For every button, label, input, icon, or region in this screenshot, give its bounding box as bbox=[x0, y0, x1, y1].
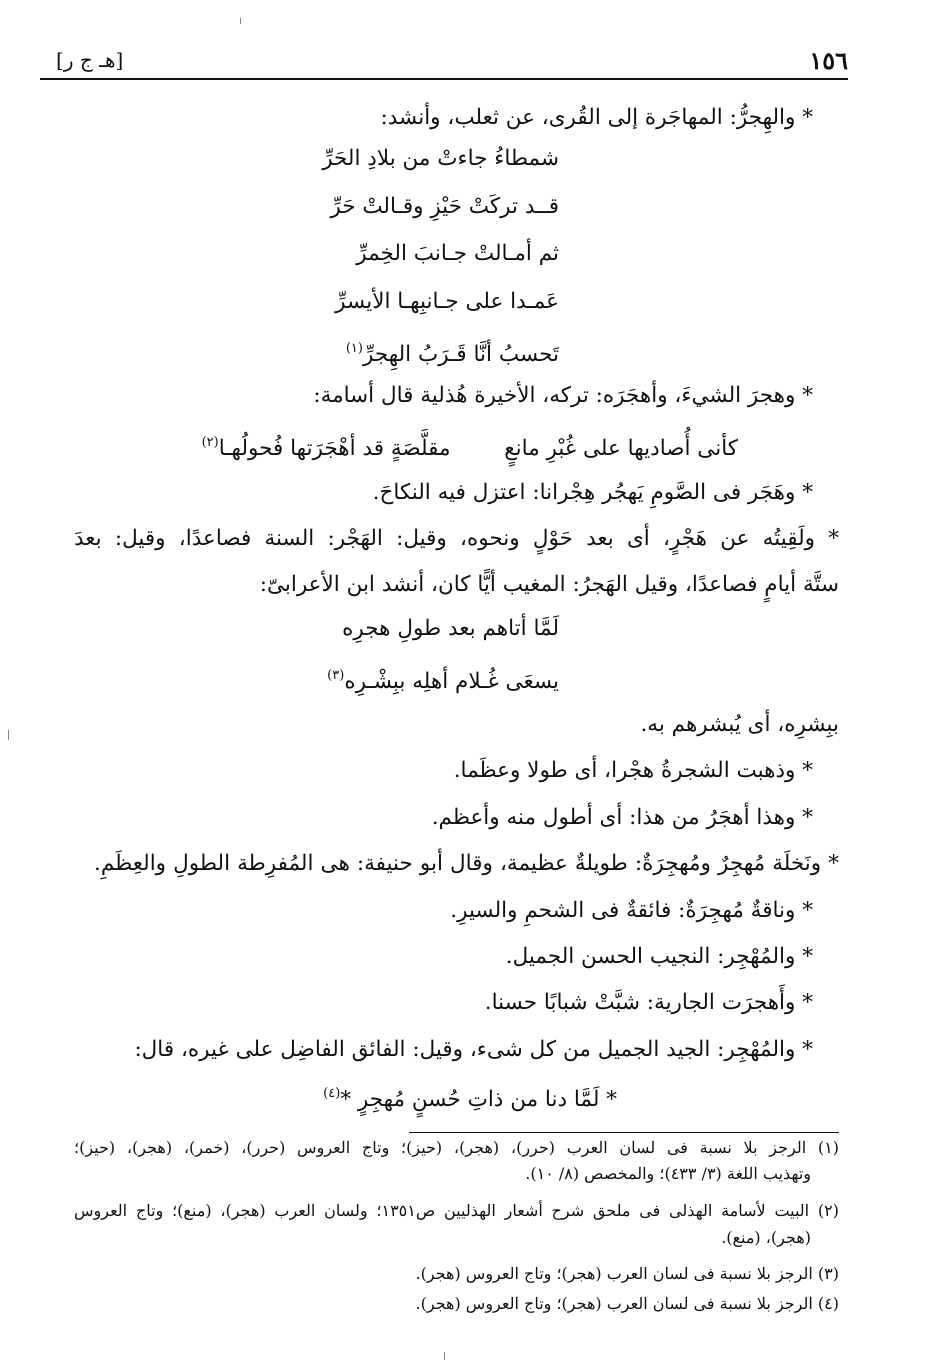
footnote: (٢) البيت لأسامة الهذلى فى ملحق شرح أشعار الهذليين ص١٣٥١؛ ولسان العرب (هجر)، (منع)؛ وتاج العروس bbox=[74, 1201, 839, 1220]
line-text: لَمَّا دنا من ذاتِ حُسنٍ مُهجِرٍ bbox=[357, 1087, 600, 1112]
verse-line bbox=[346, 334, 559, 370]
line-text: يسعَى غُـلام أهلِه ببِشْـرِه bbox=[344, 669, 559, 694]
footnote: (٣) الرجز بلا نسبة فى لسان العرب (هجر)؛ وتاج العروس (هجر). bbox=[415, 1264, 839, 1283]
entry-line bbox=[134, 1035, 813, 1065]
entry-marker: * bbox=[802, 105, 813, 130]
entry-marker: * bbox=[802, 944, 813, 969]
entry-line bbox=[313, 381, 813, 411]
entry-marker: * bbox=[802, 990, 813, 1015]
verse-line bbox=[327, 661, 559, 697]
line-text: والهِجرُّ: المهاجَرة إلى القُرى، عن ثعلب، وأنشد: bbox=[380, 105, 796, 130]
page-header bbox=[40, 44, 848, 80]
entry-line bbox=[506, 942, 813, 972]
footnote-ref: (٤) bbox=[323, 1086, 341, 1101]
line-text: والمُهْجِر: النجيب الحسن الجميل. bbox=[505, 944, 796, 969]
entry-line: ستَّة أيامٍ فصاعدًا، وقيل الهَجرُ: المغيب أيًّا كان، أنشد ابن الأعرابىّ: bbox=[259, 572, 839, 597]
entry-marker: * bbox=[802, 383, 813, 408]
scan-mark bbox=[240, 18, 241, 24]
footnote-separator bbox=[409, 1132, 839, 1133]
line-text: وهذا أهجَرُ من هذا: أى أطول منه وأعظم. bbox=[431, 805, 796, 830]
entry-line bbox=[373, 478, 813, 508]
entry-line bbox=[94, 849, 839, 879]
entry-line bbox=[485, 988, 813, 1018]
entry-marker: * bbox=[606, 1087, 617, 1112]
entry-marker: * bbox=[802, 805, 813, 830]
line-text: وهجرَ الشيءَ، وأهجَرَه: تركه، الأخيرة هُذلية قال أسامة: bbox=[313, 383, 796, 408]
footnote-continuation: وتهذيب اللغة (٣/ ٤٣٣)؛ والمخصص (٨/ ١٠). bbox=[525, 1164, 811, 1183]
hemistich-left: مقلَّصَةٍ قد أهْجَرَتها فُحولُهـا bbox=[218, 436, 451, 461]
entry-line bbox=[454, 756, 813, 786]
entry-line: ببِشرِه، أى يُبشرهم به. bbox=[640, 712, 839, 737]
entry-marker: * bbox=[828, 851, 839, 876]
verse-line: عَمـدا على جـانبِهـا الأيسرِّ bbox=[335, 289, 559, 314]
verse-line bbox=[178, 428, 738, 464]
line-text: ولَقِيتُه عن هَجْرٍ، أى بعد حَوْلٍ ونحوه، وقيل: الهَجْر: السنة فصاعدًا، وقيل: بعدَ bbox=[74, 526, 815, 551]
footnote-ref: (١) bbox=[345, 341, 363, 356]
entry-marker: * bbox=[828, 526, 839, 551]
scan-mark bbox=[444, 1352, 445, 1360]
entry-marker: * bbox=[802, 898, 813, 923]
line-text: تَحسبُ أنَّا قَـرَبُ الهِجرِّ bbox=[362, 342, 559, 367]
footnote-ref: (٣) bbox=[327, 668, 345, 683]
line-text: والمُهْجِر: الجيد الجميل من كل شىء، وقيل: الفائق الفاضِل على غيره، قال: bbox=[134, 1037, 796, 1062]
entry-line bbox=[432, 803, 813, 833]
entry-marker: * bbox=[802, 758, 813, 783]
footnote: (٤) الرجز بلا نسبة فى لسان العرب (هجر)؛ وتاج العروس (هجر). bbox=[415, 1294, 839, 1313]
line-text: وناقةٌ مُهجِرَةٌ: فائقةٌ فى الشحمِ والسيرِ. bbox=[450, 898, 796, 923]
verse-line bbox=[323, 1079, 617, 1115]
entry-line bbox=[450, 896, 813, 926]
line-text: وأَهجرَت الجارية: شبَّتْ شبابًا حسنا. bbox=[484, 990, 796, 1015]
line-text: وهَجَر فى الصَّومِ يَهجُر هِجْرانا: اعتزل فيه النكاحَ. bbox=[372, 480, 796, 505]
footnote: (١) الرجز بلا نسبة فى لسان العرب (حرر)، (هجر)، (حيز)؛ وتاج العروس (حرر)، (خمر)، (هجر)، (حيز)؛ bbox=[74, 1138, 839, 1157]
line-text: ونَخلَة مُهجِرٌ ومُهجِرَةٌ: طويلةٌ عظيمة، وقال أبو حنيفة: هى المُفرِطة الطولِ والعِظَمِ. bbox=[94, 851, 822, 876]
scan-mark bbox=[8, 730, 9, 740]
verse-line: ثم أمـالتْ جـانبَ الخِمرِّ bbox=[356, 241, 559, 266]
end-marker: * bbox=[340, 1087, 352, 1112]
verse-line: شمطاءُ جاءتْ من بلادِ الحَرِّ bbox=[322, 146, 559, 171]
entry-marker: * bbox=[802, 1037, 813, 1062]
verse-line: لَمَّا أتاهم بعد طولِ هجرِه bbox=[342, 616, 559, 641]
entry-line bbox=[381, 103, 813, 133]
page-number: ١٥٦ bbox=[809, 46, 848, 75]
footnote-continuation: (هجر)، (منع). bbox=[721, 1228, 811, 1247]
line-text: وذهبت الشجرةُ هجْرا، أى طولا وعظَما. bbox=[453, 758, 796, 783]
footnote-ref: (٢) bbox=[201, 435, 219, 450]
entry-line bbox=[74, 524, 839, 554]
root-label: [هـ ج ر] bbox=[56, 48, 124, 72]
entry-marker: * bbox=[802, 480, 813, 505]
verse-line: قــد تركَتْ حَيْزِ وقـالتْ حَرِّ bbox=[330, 194, 559, 219]
hemistich-right: كأنى أُصاديها على غُبْرِ مانعٍ bbox=[504, 436, 738, 461]
